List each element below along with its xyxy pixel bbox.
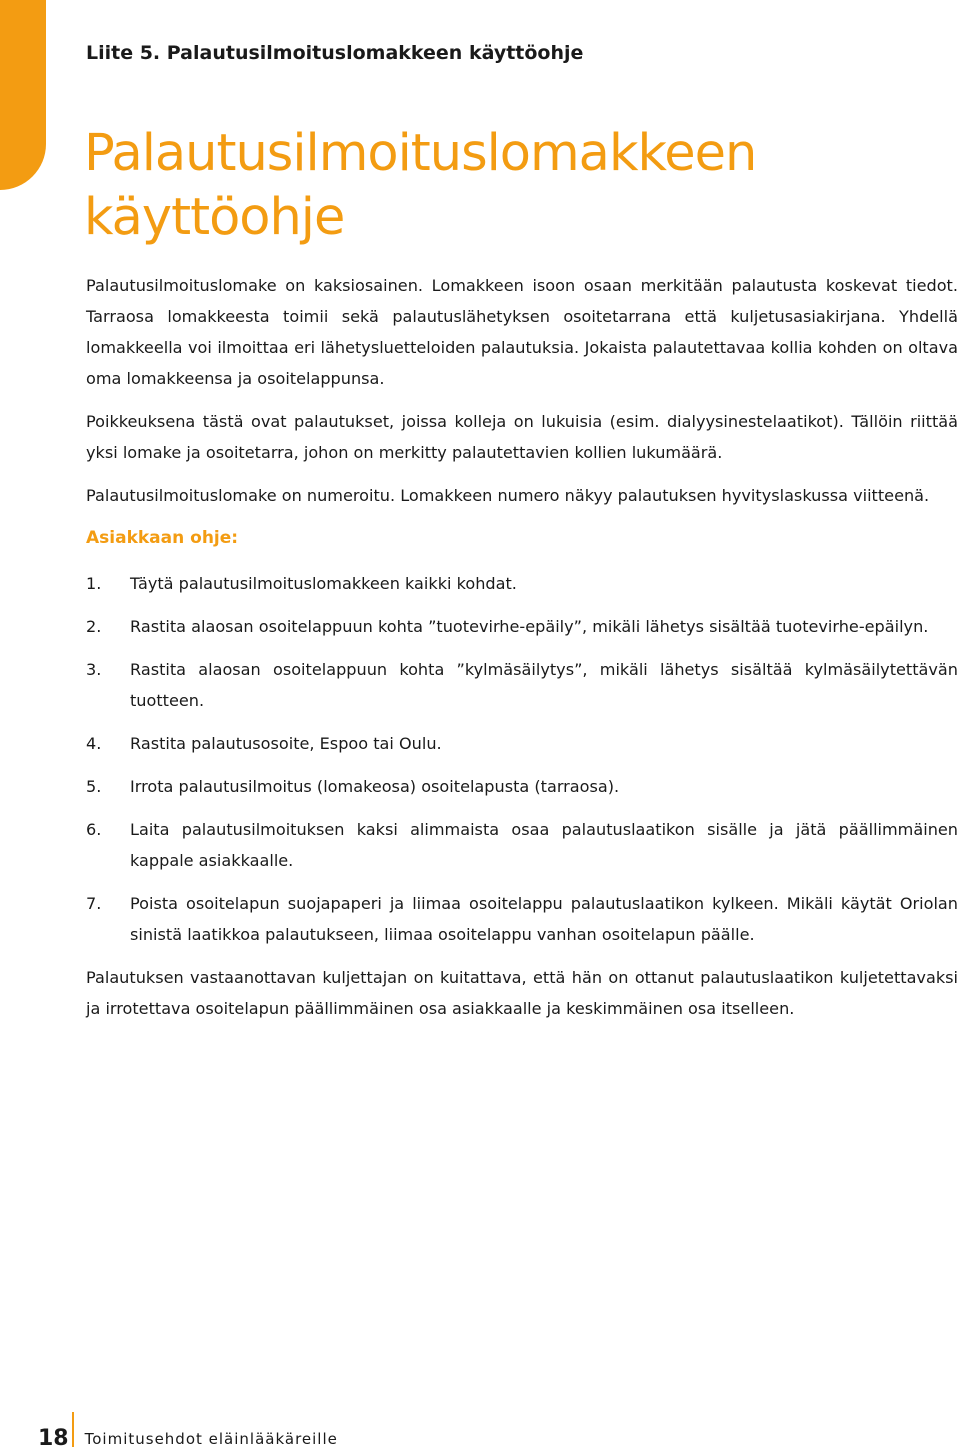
step-text: Rastita alaosan osoitelappuun kohta ”kylmäsäilytys”, mikäli lähetys sisältää kylmäsäilytettävän tuotteen. [130, 660, 958, 710]
page-footer [38, 1426, 338, 1451]
step-text: Rastita alaosan osoitelappuun kohta ”tuotevirhe-epäily”, mikäli lähetys sisältää tuotevirhe-epäilyn. [130, 617, 929, 636]
page-number: 18 [38, 1426, 69, 1451]
step-number: 2. [86, 617, 102, 636]
intro-paragraph-2: Poikkeuksena tästä ovat palautukset, joissa kolleja on lukuisia (esim. dialyysinestelaatikot). Tällöin riittää yksi lomake ja osoitetarra, johon on merkitty palautettavien kollien lukumäärä. [86, 412, 958, 462]
step-item [86, 888, 958, 950]
page-title: Palautusilmoituslomakkeen käyttöohje [84, 124, 757, 247]
closing-paragraph: Palautuksen vastaanottavan kuljettajan on kuitattava, että hän on ottanut palautuslaatikon kuljetettavaksi ja irrotettava osoitelapun päällimmäinen osa asiakkaalle ja keskimmäinen osa itselleen. [86, 968, 958, 1018]
step-item [86, 728, 958, 759]
customer-instructions-heading: Asiakkaan ohje: [86, 528, 239, 548]
orange-corner-tab [0, 0, 46, 190]
step-text: Laita palautusilmoituksen kaksi alimmaista osaa palautuslaatikon sisälle ja jätä päällimmäinen kappale asiakkaalle. [130, 820, 958, 870]
step-text: Poista osoitelapun suojapaperi ja liimaa osoitelappu palautuslaatikon kylkeen. Mikäli käytät Oriolan sinistä laatikkoa palautukseen, liimaa osoitelappu vanhan osoitelapun päälle. [130, 894, 958, 944]
step-text: Rastita palautusosoite, Espoo tai Oulu. [130, 734, 442, 753]
document-body [86, 270, 958, 1036]
step-text: Täytä palautusilmoituslomakkeen kaikki kohdat. [130, 574, 517, 593]
step-number: 3. [86, 660, 102, 679]
footer-publication-title: Toimitusehdot eläinlääkäreille [84, 1429, 338, 1448]
step-item [86, 611, 958, 642]
intro-paragraph-1: Palautusilmoituslomake on kaksiosainen. Lomakkeen isoon osaan merkitään palautusta koskevat tiedot. Tarraosa lomakkeesta toimii sekä palautuslähetyksen osoitetarrana että kuljetusasiakirjana. Yhdellä lomakkeella voi ilmoittaa eri lähetysluetteloiden palautuksia. Jokaista palautettavaa kollia kohden on oltava oma lomakkeensa ja osoitelappunsa. [86, 276, 958, 388]
step-number: 5. [86, 777, 102, 796]
step-number: 1. [86, 574, 102, 593]
step-number: 7. [86, 894, 102, 913]
step-item [86, 654, 958, 716]
step-number: 6. [86, 820, 102, 839]
step-item [86, 771, 958, 802]
step-number: 4. [86, 734, 102, 753]
appendix-header: Liite 5. Palautusilmoituslomakkeen käyttöohje [86, 42, 584, 64]
step-item [86, 568, 958, 599]
instruction-steps [86, 568, 958, 950]
intro-paragraph-3: Palautusilmoituslomake on numeroitu. Lomakkeen numero näkyy palautuksen hyvityslaskussa viitteenä. [86, 486, 930, 505]
step-item [86, 814, 958, 876]
step-text: Irrota palautusilmoitus (lomakeosa) osoitelapusta (tarraosa). [130, 777, 620, 796]
